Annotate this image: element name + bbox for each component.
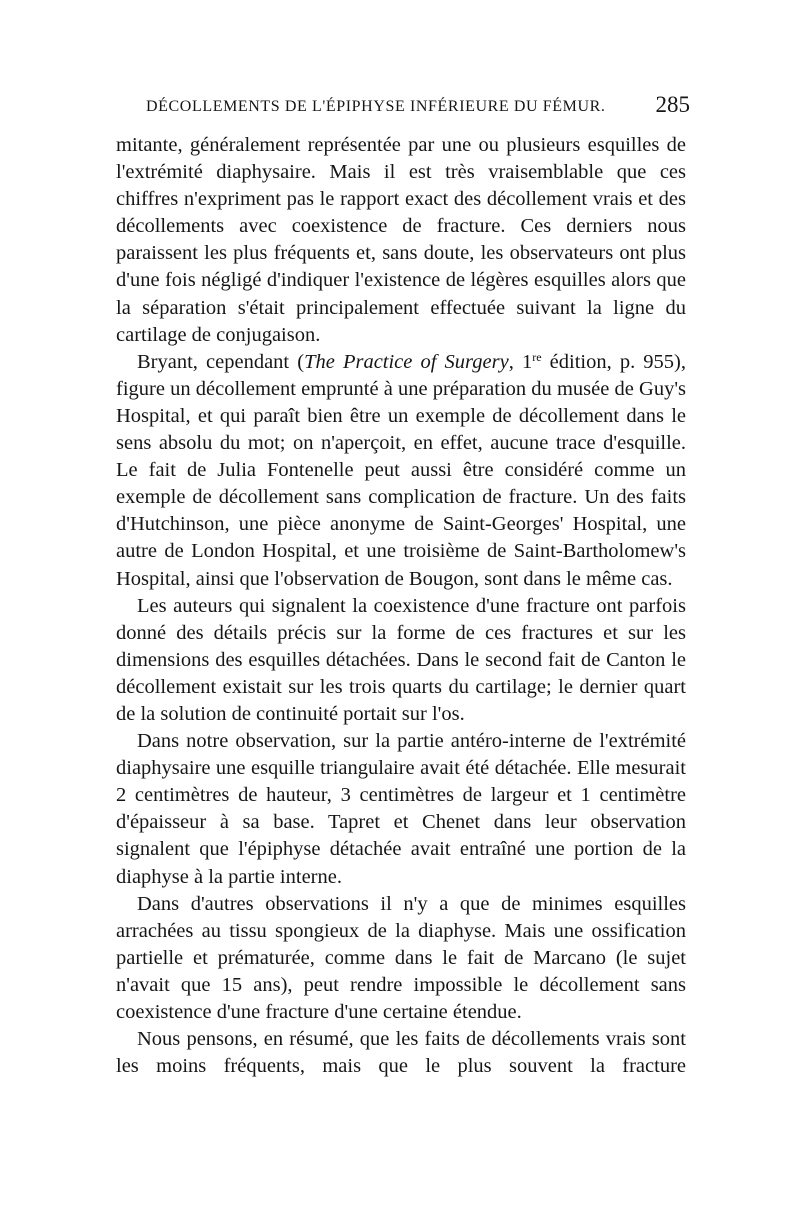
paragraph-continued: mitante, généralement représentée par une ou plusieurs esquilles de l'extrémité diaphysaire. Mais il est très vraisemblable que ces chiffres n'expriment pas le rapport exact des décollement vrais et des décollements avec coexistence de fracture. Ces derniers nous paraissent les plus fréquents et, sans doute, les observateurs ont plus d'une fois négligé d'indiquer l'existence de légères esquilles alors que la séparation s'était principalement effectuée suivant la ligne du cartilage de conjugaison. bbox=[116, 134, 686, 346]
running-head-title: DÉCOLLEMENTS DE L'ÉPIPHYSE INFÉRIEURE DU FÉMUR. bbox=[146, 98, 606, 115]
paragraph-authors: Les auteurs qui signalent la coexistence d'une fracture ont parfois donné des détails précis sur la forme de ces fractures et sur les dimensions des esquilles détachées. Dans le second fait de Canton le décollement existait sur les trois quarts du cartilage; le dernier quart de la solution de continuité portait sur l'os. bbox=[116, 594, 686, 725]
paragraph-observation: Dans notre observation, sur la partie antéro-interne de l'extrémité diaphysaire une esquille triangulaire avait été détachée. Elle mesurait 2 centimètres de hauteur, 3 centimètres de largeur et 1 centimètre d'épaisseur à sa base. Tapret et Chenet dans leur observation signalent que l'épiphyse détachée avait entraîné une portion de la diaphyse à la partie interne. bbox=[116, 730, 686, 888]
page-number: 285 bbox=[655, 92, 690, 117]
paragraph-summary: Nous pensons, en résumé, que les faits de décollements vrais sont les moins fréquents, mais que le plus souvent la fracture bbox=[116, 1028, 686, 1078]
paragraph-other-observations: Dans d'autres observations il n'y a que de minimes esquilles arrachées au tissu spongieux de la diaphyse. Mais une ossification partielle et prématurée, comme dans le fait de Marcano (le sujet n'avait que 15 ans), peut rendre impossible le décollement sans coexistence d'une fracture d'une certaine étendue. bbox=[116, 892, 686, 1023]
body-text bbox=[116, 132, 686, 1080]
running-head bbox=[116, 92, 690, 132]
edition-number: , 1 bbox=[508, 350, 533, 373]
paragraph-bryant-lead: Bryant, cependant ( bbox=[137, 350, 305, 373]
paragraph-bryant bbox=[116, 349, 686, 593]
edition-superscript: re bbox=[532, 349, 542, 364]
book-title: The Practice of Surgery bbox=[304, 350, 509, 373]
paragraph-bryant-rest: édition, p. 955), figure un décollement emprunté à une préparation du musée de Guy's Hospital, et qui paraît bien être un exemple de décollement dans le sens absolu du mot; on n'aperçoit, en effet, aucune trace d'esquille. Le fait de Julia Fontenelle peut aussi être considéré comme un exemple de décollement sans complication de fracture. Un des faits d'Hutchinson, une pièce anonyme de Saint-Georges' Hospital, une autre de London Hospital, et une troisième de Saint-Bartholomew's Hospital, ainsi que l'observation de Bougon, sont dans le même cas. bbox=[116, 350, 687, 590]
book-page bbox=[116, 92, 690, 1080]
